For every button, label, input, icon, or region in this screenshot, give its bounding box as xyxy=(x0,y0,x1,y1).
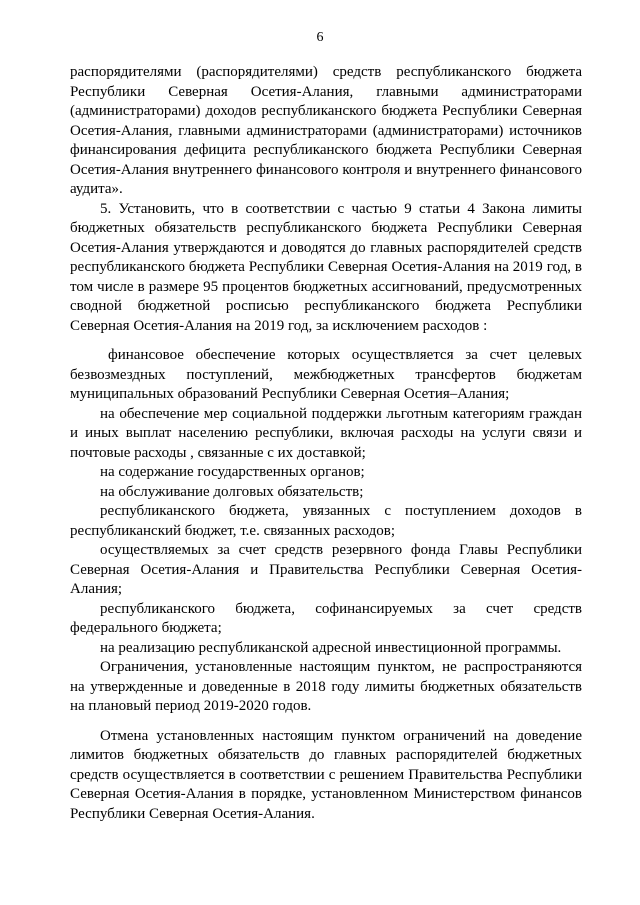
page-number: 6 xyxy=(316,30,324,45)
exception-item: на реализацию республиканской адресной инвестиционной программы. xyxy=(100,639,562,656)
paragraph-clause-5: 5. Установить, что в соответствии с частью 9 статьи 4 Закона лимиты бюджетных обязательств республиканского бюджета Республики Северная Осетия-Алания утверждаются и доводятся до главных распорядителей средств республиканского бюджета Республики Северная Осетия-Алания на 2019 год, в том числе в размере 95 процентов бюджетных ассигнований, предусмотренных сводной бюджетной росписью республиканского бюджета Республики Северная Осетия-Алания на 2019 год, за исключением расходов : xyxy=(70,200,582,334)
exception-item: республиканского бюджета, увязанных с поступлением доходов в республиканский бюджет, т.е. связанных расходов; xyxy=(70,503,582,539)
exception-item: республиканского бюджета, софинансируемых за счет средств федерального бюджета; xyxy=(70,600,582,636)
exception-item: на содержание государственных органов; xyxy=(100,464,365,480)
exception-item: на обеспечение мер социальной поддержки льготным категориям граждан и иных выплат населению республики, включая расходы на услуги связи и почтовые расходы , связанные с их доставкой; xyxy=(70,405,582,461)
exception-item: на обслуживание долговых обязательств; xyxy=(100,483,364,500)
paragraph-cancellation: Отмена установленных настоящим пунктом ограничений на доведение лимитов бюджетных обязательств до главных распорядителей бюджетных средств осуществляется в соответствии с решением Правительства Республики Северная Осетия-Алания в порядке, установленном Министерством финансов Республики Северная Осетия-Алания. xyxy=(70,727,582,822)
exception-item: осуществляемых за счет средств резервного фонда Главы Республики Северная Осетия-Алания и Правительства Республики Северная Осетия-Алания; xyxy=(70,542,582,597)
exception-item: финансовое обеспечение которых осуществляется за счет целевых безвозмездных поступлений, межбюджетных трансфертов бюджетам муниципальных образований Республики Северная Осетия–Алания; xyxy=(70,347,582,402)
document-body xyxy=(70,63,582,824)
paragraph-continuation: распорядителями (распорядителями) средств республиканского бюджета Республики Северная Осетия-Алания, главными администраторами (администраторами) доходов республиканского бюджета Республики Северная Осетия-Алания, главными администраторами (администраторами) источников финансирования дефицита республиканского бюджета Республики Северная Осетия-Алания внутреннего финансового контроля и внутреннего финансового аудита». xyxy=(70,64,582,197)
paragraph-restrictions: Ограничения, установленные настоящим пунктом, не распространяются на утвержденные и доведенные в 2018 году лимиты бюджетных обязательств на плановый период 2019-2020 годов. xyxy=(70,659,582,714)
